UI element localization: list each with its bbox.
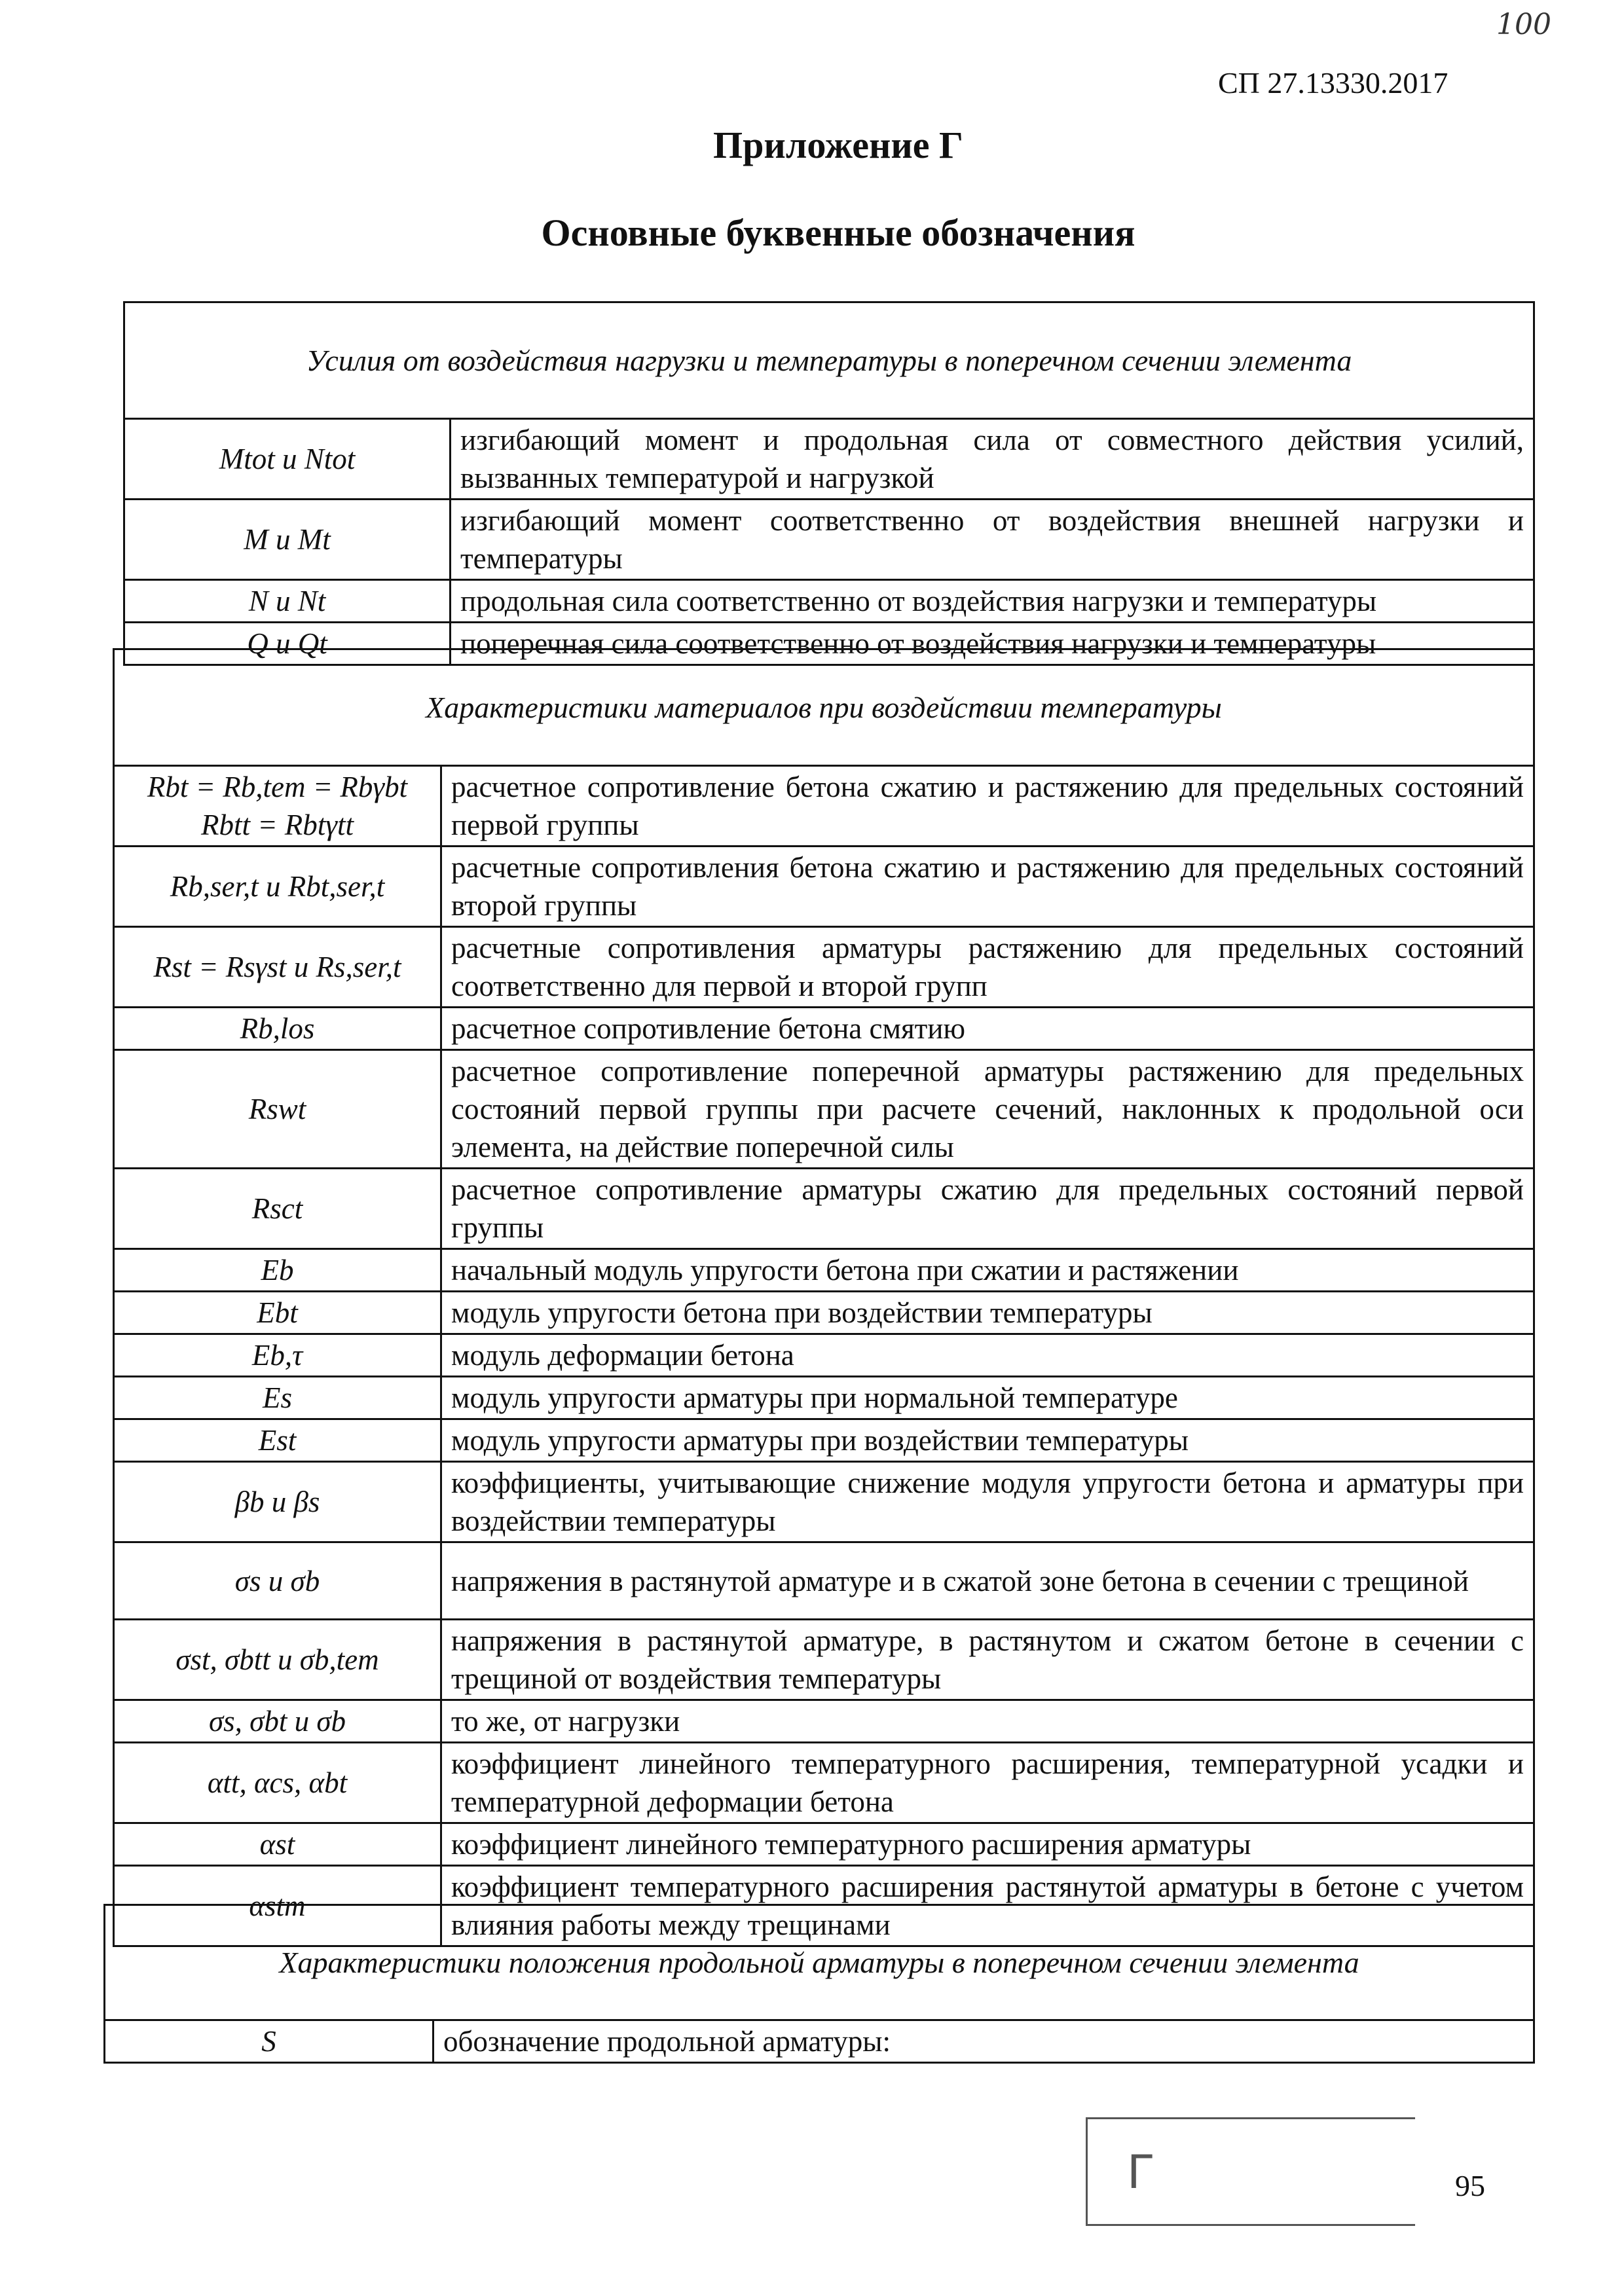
symbol-cell: αtt, αcs, αbt (114, 1743, 441, 1823)
description-cell: то же, от нагрузки (441, 1700, 1534, 1743)
description-cell: коэффициент линейного температурного расширения арматуры (441, 1823, 1534, 1866)
description-cell: расчетные сопротивления бетона сжатию и растяжению для предельных состояний второй группы (441, 847, 1534, 927)
symbol-line-1: Rbt = Rb,tem = Rbγbt (147, 771, 408, 803)
symbol-cell: S (105, 2020, 434, 2063)
symbol-cell: Mtot и Ntot (124, 419, 451, 500)
symbol-cell: Ebt (114, 1292, 441, 1334)
symbol-cell: Es (114, 1377, 441, 1419)
symbol-cell: Rsct (114, 1169, 441, 1249)
section-heading-forces: Усилия от воздействия нагрузки и температуры в поперечном сечении элемента (124, 302, 1534, 419)
description-cell: модуль деформации бетона (441, 1334, 1534, 1377)
description-cell: коэффициент температурного расширения растянутой арматуры в бетоне с учетом влияния работы между трещинами (441, 1866, 1534, 1946)
symbol-cell: σs и σb (114, 1542, 441, 1620)
page-number: 95 (1455, 2169, 1485, 2202)
stamp-mark: Г (1127, 2145, 1155, 2199)
symbol-cell: Rswt (114, 1050, 441, 1169)
description-cell: изгибающий момент и продольная сила от совместного действия усилий, вызванных температурой и нагрузкой (451, 419, 1534, 500)
symbol-cell: βb и βs (114, 1462, 441, 1542)
reinforcement-position-table (103, 1904, 1535, 2064)
symbol-cell: αstm (114, 1866, 441, 1946)
symbol-cell: Est (114, 1419, 441, 1462)
description-cell: изгибающий момент соответственно от воздействия внешней нагрузки и температуры (451, 500, 1534, 580)
handwritten-note: 100 (1496, 8, 1551, 41)
forces-table (123, 301, 1535, 666)
symbol-cell: Eb (114, 1249, 441, 1292)
description-cell: начальный модуль упругости бетона при сжатии и растяжении (441, 1249, 1534, 1292)
description-cell: обозначение продольной арматуры: (434, 2020, 1534, 2063)
materials-table (113, 648, 1535, 1947)
section-heading-materials: Характеристики материалов при воздействии температуры (114, 649, 1534, 766)
description-cell: расчетное сопротивление бетона смятию (441, 1008, 1534, 1050)
description-cell: расчетное сопротивление поперечной арматуры растяжению для предельных состояний первой группы при расчете сечений, наклонных к продольной оси элемента, на действие поперечной силы (441, 1050, 1534, 1169)
description-cell: поперечная сила соответственно от воздействия нагрузки и температуры (451, 623, 1534, 665)
symbol-cell: M и Mt (124, 500, 451, 580)
description-cell: напряжения в растянутой арматуре, в растянутом и сжатом бетоне в сечении с трещиной от воздействия температуры (441, 1620, 1534, 1700)
symbol-cell: Eb,τ (114, 1334, 441, 1377)
symbol-cell: Rst = Rsγst и Rs,ser,t (114, 927, 441, 1008)
symbol-cell: Q и Qt (124, 623, 451, 665)
symbol-cell: σs, σbt и σb (114, 1700, 441, 1743)
registration-stamp (1086, 2117, 1415, 2226)
symbol-cell (114, 766, 441, 847)
section-heading-reinforcement: Характеристики положения продольной арматуры в поперечном сечении элемента (105, 1905, 1534, 2020)
description-cell: расчетное сопротивление арматуры сжатию для предельных состояний первой группы (441, 1169, 1534, 1249)
symbol-cell: Rb,los (114, 1008, 441, 1050)
symbol-cell: Rb,ser,t и Rbt,ser,t (114, 847, 441, 927)
description-cell: напряжения в растянутой арматуре и в сжатой зоне бетона в сечении с трещиной (441, 1542, 1534, 1620)
description-cell: расчетные сопротивления арматуры растяжению для предельных состояний соответственно для первой и второй групп (441, 927, 1534, 1008)
description-cell: расчетное сопротивление бетона сжатию и растяжению для предельных состояний первой группы (441, 766, 1534, 847)
symbol-cell: αst (114, 1823, 441, 1866)
description-cell: модуль упругости арматуры при нормальной температуре (441, 1377, 1534, 1419)
symbol-cell: N и Nt (124, 580, 451, 623)
description-cell: коэффициент линейного температурного расширения, температурной усадки и температурной деформации бетона (441, 1743, 1534, 1823)
description-cell: коэффициенты, учитывающие снижение модуля упругости бетона и арматуры при воздействии температуры (441, 1462, 1534, 1542)
page-title: Основные буквенные обозначения (541, 211, 1135, 254)
document-code: СП 27.13330.2017 (1218, 66, 1449, 100)
description-cell: продольная сила соответственно от воздействия нагрузки и температуры (451, 580, 1534, 623)
description-cell: модуль упругости бетона при воздействии температуры (441, 1292, 1534, 1334)
symbol-line-2: Rbtt = Rbtγtt (200, 809, 354, 841)
symbol-cell: σst, σbtt и σb,tem (114, 1620, 441, 1700)
description-cell: модуль упругости арматуры при воздействии температуры (441, 1419, 1534, 1462)
appendix-title: Приложение Г (713, 124, 963, 166)
